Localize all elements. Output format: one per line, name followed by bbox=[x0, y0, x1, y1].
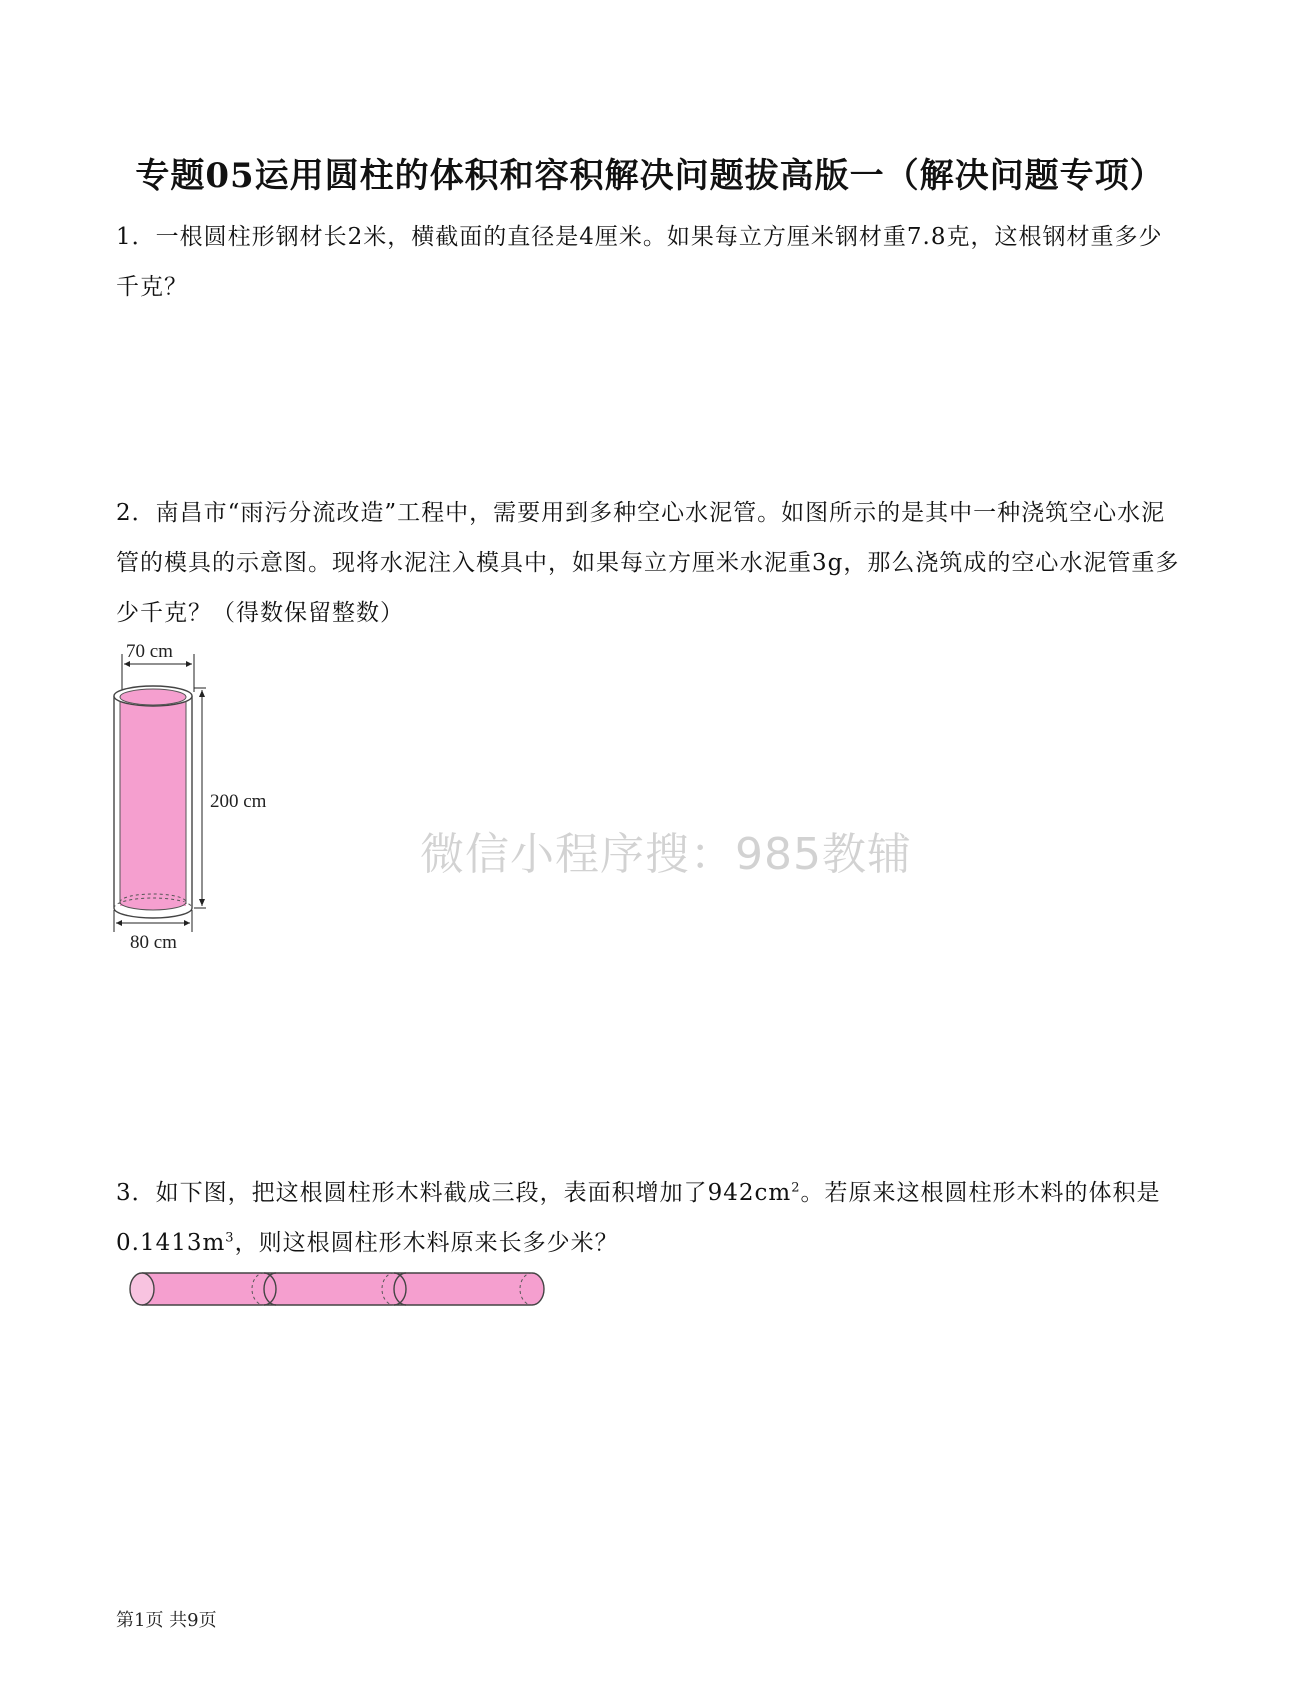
log-cut-diagram bbox=[122, 1265, 562, 1315]
top-diameter-label: 70 cm bbox=[126, 641, 173, 662]
watermark: 微信小程序搜：985教辅 bbox=[420, 829, 912, 880]
question-3-text-b: 。若原来这根圆柱形木料的体积是0.1413m bbox=[116, 1180, 1161, 1256]
question-3-text-a: 3．如下图，把这根圆柱形木料截成三段，表面积增加了942cm bbox=[116, 1180, 792, 1206]
page-footer: 第1页 共9页 bbox=[116, 1610, 217, 1631]
question-2: 2．南昌市“雨污分流改造”工程中，需要用到多种空心水泥管。如图所示的是其中一种浇筑空心水泥管的模具的示意图。现将水泥注入模具中，如果每立方厘米水泥重3g，那么浇筑成的空心水泥管重多少千克？（得数保留整数） bbox=[116, 500, 1180, 626]
page-title: 专题05运用圆柱的体积和容积解决问题拔高版一（解决问题专项） bbox=[135, 156, 1165, 196]
question-3-text-c: ，则这根圆柱形木料原来长多少米？ bbox=[234, 1230, 619, 1256]
hollow-pipe-mold-diagram bbox=[108, 640, 298, 952]
question-3 bbox=[116, 1168, 1186, 1268]
question-1: 1．一根圆柱形钢材长2米，横截面的直径是4厘米。如果每立方厘米钢材重7.8克，这根钢材重多少千克？ bbox=[116, 224, 1163, 300]
bottom-diameter-label: 80 cm bbox=[130, 932, 177, 952]
superscript-3: 3 bbox=[225, 1230, 235, 1246]
superscript-2: 2 bbox=[791, 1180, 801, 1196]
height-label: 200 cm bbox=[210, 791, 267, 812]
